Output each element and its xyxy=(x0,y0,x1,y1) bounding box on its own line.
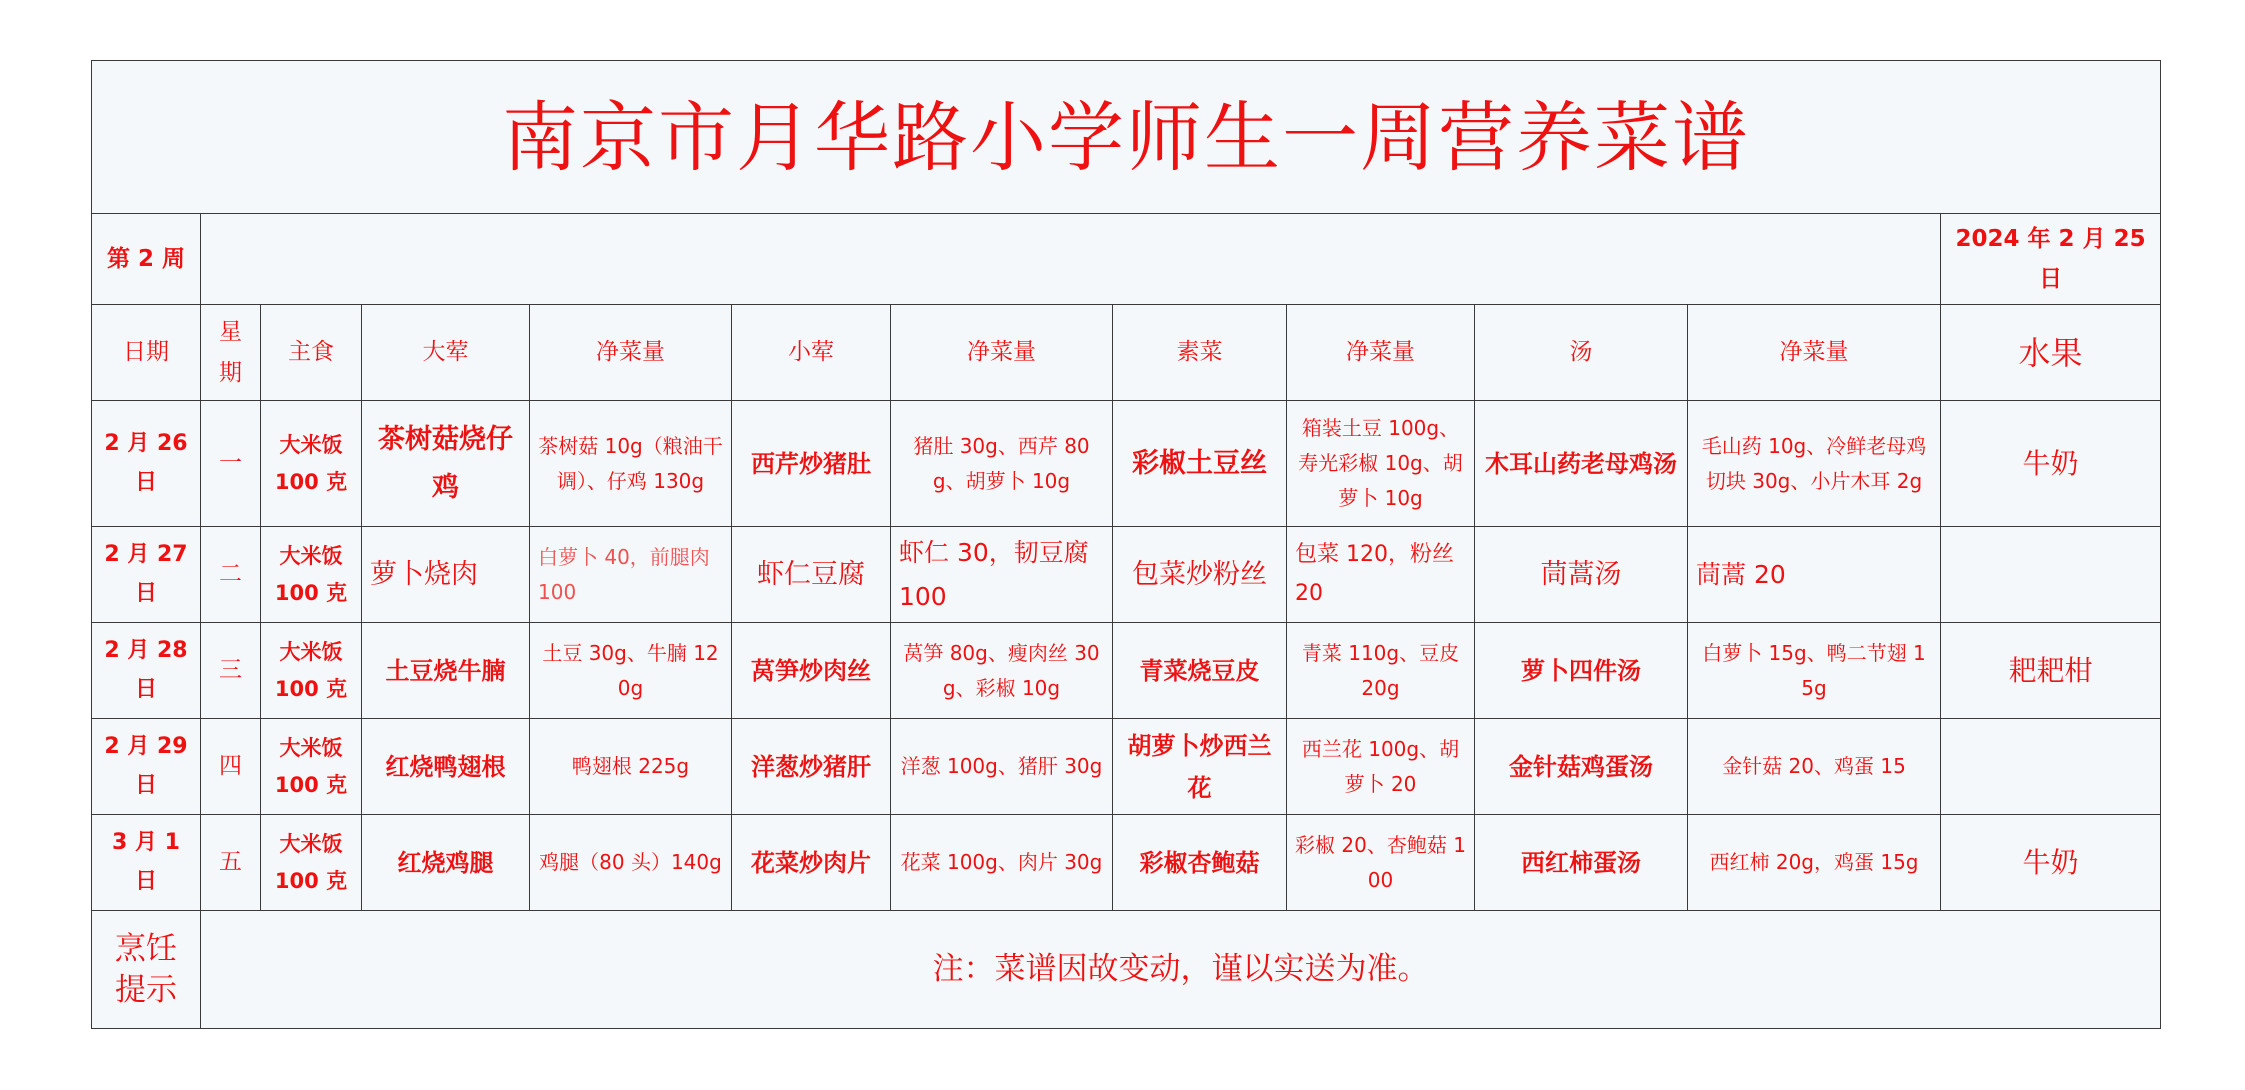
row-veg: 彩椒杏鲍菇 xyxy=(1113,815,1287,911)
menu-table xyxy=(91,60,2161,1029)
header-minor-meat: 小荤 xyxy=(732,305,891,401)
header-staple: 主食 xyxy=(261,305,362,401)
row-minor-meat: 洋葱炒猪肝 xyxy=(732,719,891,815)
row-staple: 大米饭 100 克 xyxy=(261,815,362,911)
title-row xyxy=(92,61,2161,214)
row-minor-meat: 莴笋炒肉丝 xyxy=(732,623,891,719)
row-minor-meat-qty: 洋葱 100g、猪肝 30g xyxy=(891,719,1113,815)
row-weekday: 五 xyxy=(201,815,261,911)
header-row xyxy=(92,305,2161,401)
row-minor-meat-qty: 花菜 100g、肉片 30g xyxy=(891,815,1113,911)
row-date: 2 月 28 日 xyxy=(92,623,201,719)
menu-row-4 xyxy=(92,815,2161,911)
info-row xyxy=(92,214,2161,305)
row-main-meat: 红烧鸡腿 xyxy=(362,815,530,911)
menu-row-0 xyxy=(92,401,2161,527)
row-minor-meat-qty: 猪肚 30g、西芹 80g、胡萝卜 10g xyxy=(891,401,1113,527)
header-date: 日期 xyxy=(92,305,201,401)
row-fruit: 牛奶 xyxy=(1941,401,2161,527)
row-staple: 大米饭 100 克 xyxy=(261,623,362,719)
row-fruit xyxy=(1941,719,2161,815)
row-main-meat: 土豆烧牛腩 xyxy=(362,623,530,719)
row-minor-meat: 虾仁豆腐 xyxy=(732,527,891,623)
header-veg: 素菜 xyxy=(1113,305,1287,401)
row-date: 2 月 29 日 xyxy=(92,719,201,815)
row-soup: 金针菇鸡蛋汤 xyxy=(1475,719,1688,815)
info-blank xyxy=(201,214,1941,305)
header-veg-qty: 净菜量 xyxy=(1287,305,1475,401)
row-soup: 萝卜四件汤 xyxy=(1475,623,1688,719)
row-veg-qty: 箱装土豆 100g、寿光彩椒 10g、胡萝卜 10g xyxy=(1287,401,1475,527)
row-minor-meat: 西芹炒猪肚 xyxy=(732,401,891,527)
row-staple: 大米饭 100 克 xyxy=(261,401,362,527)
header-fruit: 水果 xyxy=(1941,305,2161,401)
menu-date: 2024 年 2 月 25 日 xyxy=(1941,214,2161,305)
menu-row-2 xyxy=(92,623,2161,719)
menu-row-3 xyxy=(92,719,2161,815)
row-weekday: 三 xyxy=(201,623,261,719)
week-label: 第 2 周 xyxy=(92,214,201,305)
row-soup-qty: 白萝卜 15g、鸭二节翅 15g xyxy=(1688,623,1941,719)
row-veg: 青菜烧豆皮 xyxy=(1113,623,1287,719)
row-main-meat-qty: 白萝卜 40，前腿肉 100 xyxy=(530,527,732,623)
row-soup-qty: 西红柿 20g，鸡蛋 15g xyxy=(1688,815,1941,911)
row-date: 3 月 1 日 xyxy=(92,815,201,911)
row-weekday: 四 xyxy=(201,719,261,815)
row-weekday: 二 xyxy=(201,527,261,623)
row-soup-qty: 茼蒿 20 xyxy=(1688,527,1941,623)
row-veg-qty: 包菜 120，粉丝 20 xyxy=(1287,527,1475,623)
row-veg: 胡萝卜炒西兰花 xyxy=(1113,719,1287,815)
row-main-meat-qty: 土豆 30g、牛腩 120g xyxy=(530,623,732,719)
header-soup-qty: 净菜量 xyxy=(1688,305,1941,401)
header-soup: 汤 xyxy=(1475,305,1688,401)
row-veg-qty: 彩椒 20、杏鲍菇 100 xyxy=(1287,815,1475,911)
row-soup-qty: 毛山药 10g、冷鲜老母鸡切块 30g、小片木耳 2g xyxy=(1688,401,1941,527)
menu-row-1 xyxy=(92,527,2161,623)
menu-note: 注：菜谱因故变动，谨以实送为准。 xyxy=(201,911,2161,1029)
row-date: 2 月 26 日 xyxy=(92,401,201,527)
header-main-meat: 大荤 xyxy=(362,305,530,401)
row-veg-qty: 青菜 110g、豆皮 20g xyxy=(1287,623,1475,719)
tip-row xyxy=(92,911,2161,1029)
row-main-meat: 萝卜烧肉 xyxy=(362,527,530,623)
row-main-meat: 茶树菇烧仔鸡 xyxy=(362,401,530,527)
header-main-meat-qty: 净菜量 xyxy=(530,305,732,401)
header-minor-meat-qty: 净菜量 xyxy=(891,305,1113,401)
row-date: 2 月 27 日 xyxy=(92,527,201,623)
row-main-meat-qty: 鸡腿（80 头）140g xyxy=(530,815,732,911)
row-veg-qty: 西兰花 100g、胡萝卜 20 xyxy=(1287,719,1475,815)
row-minor-meat-qty: 虾仁 30，韧豆腐 100 xyxy=(891,527,1113,623)
row-staple: 大米饭 100 克 xyxy=(261,527,362,623)
row-main-meat: 红烧鸭翅根 xyxy=(362,719,530,815)
row-minor-meat-qty: 莴笋 80g、瘦肉丝 30g、彩椒 10g xyxy=(891,623,1113,719)
row-staple: 大米饭 100 克 xyxy=(261,719,362,815)
row-fruit: 耙耙柑 xyxy=(1941,623,2161,719)
header-weekday: 星期 xyxy=(201,305,261,401)
page-title: 南京市月华路小学师生一周营养菜谱 xyxy=(92,61,2161,214)
row-weekday: 一 xyxy=(201,401,261,527)
row-main-meat-qty: 茶树菇 10g（粮油干调）、仔鸡 130g xyxy=(530,401,732,527)
row-soup: 木耳山药老母鸡汤 xyxy=(1475,401,1688,527)
row-fruit xyxy=(1941,527,2161,623)
row-main-meat-qty: 鸭翅根 225g xyxy=(530,719,732,815)
row-soup: 茼蒿汤 xyxy=(1475,527,1688,623)
row-veg: 包菜炒粉丝 xyxy=(1113,527,1287,623)
row-soup: 西红柿蛋汤 xyxy=(1475,815,1688,911)
row-soup-qty: 金针菇 20、鸡蛋 15 xyxy=(1688,719,1941,815)
row-veg: 彩椒土豆丝 xyxy=(1113,401,1287,527)
row-minor-meat: 花菜炒肉片 xyxy=(732,815,891,911)
cooking-tip-label: 烹饪提示 xyxy=(92,911,201,1029)
row-fruit: 牛奶 xyxy=(1941,815,2161,911)
